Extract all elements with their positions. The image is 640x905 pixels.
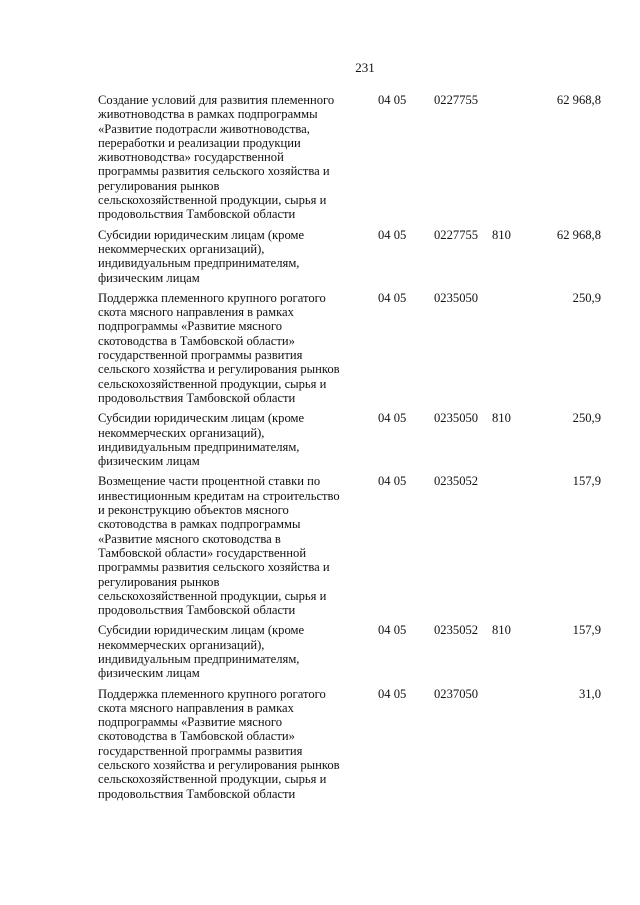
row-section-code: 04 05 <box>378 686 407 701</box>
table-row <box>98 228 608 285</box>
row-section-code: 04 05 <box>378 411 407 426</box>
row-amount: 31,0 <box>578 686 601 701</box>
row-section-code: 04 05 <box>378 93 407 107</box>
row-section-code: 04 05 <box>378 623 407 638</box>
row-amount: 157,9 <box>572 623 601 638</box>
row-amount: 250,9 <box>572 411 601 426</box>
table-row <box>98 474 608 617</box>
row-section-code: 04 05 <box>378 227 407 242</box>
row-target-code: 0235052 <box>434 474 479 489</box>
row-target-code: 0237050 <box>434 686 479 701</box>
row-expense-type: 810 <box>492 411 511 426</box>
table-row <box>98 687 608 801</box>
row-section-code: 04 05 <box>378 290 407 305</box>
budget-table <box>98 93 608 807</box>
table-row <box>98 623 608 680</box>
row-amount: 250,9 <box>572 290 601 305</box>
row-description: Субсидии юридическим лицам (кроме некоммерческих организаций), индивидуальным предпринимателям, физическим лицам <box>98 623 305 681</box>
row-description: Субсидии юридическим лицам (кроме некоммерческих организаций), индивидуальным предпринимателям, физическим лицам <box>98 411 305 469</box>
page-number: 231 <box>355 60 375 75</box>
table-row <box>98 93 608 222</box>
row-target-code: 0227755 <box>434 93 479 107</box>
row-amount: 157,9 <box>572 474 601 489</box>
row-expense-type: 810 <box>492 623 511 638</box>
row-section-code: 04 05 <box>378 474 407 489</box>
row-amount: 62 968,8 <box>556 227 601 242</box>
row-description: Создание условий для развития племенного животноводства в рамках подпрограммы «Развитие подотрасли животноводства, переработки и реализации продукции животноводства» государственной программы развития сельского хозяйства и регулирования рынков сельскохозяйственной продукции, сырья и продовольствия Тамбовской области <box>98 93 335 222</box>
row-description: Поддержка племенного крупного рогатого скота мясного направления в рамках подпрограммы «Развитие мясного скотоводства в Тамбовской области» государственной программы развития сельского хозяйства и регулирования рынков сельскохозяйственной продукции, сырья и продовольствия Тамбовской области <box>98 290 340 405</box>
row-target-code: 0235050 <box>434 411 479 426</box>
row-description: Поддержка племенного крупного рогатого скота мясного направления в рамках подпрограммы «Развитие мясного скотоводства в Тамбовской области» государственной программы развития сельского хозяйства и регулирования рынков сельскохозяйственной продукции, сырья и продовольствия Тамбовской области <box>98 686 340 801</box>
table-row <box>98 411 608 468</box>
row-expense-type: 810 <box>492 227 511 242</box>
row-target-code: 0235052 <box>434 623 479 638</box>
row-amount: 62 968,8 <box>556 93 601 107</box>
row-description: Возмещение части процентной ставки по инвестиционным кредитам на строительство и реконструкцию объектов мясного скотоводства в рамках подпрограммы «Развитие мясного скотоводства в Тамбовской области» государственной программы развития сельского хозяйства и регулирования рынков сельскохозяйственной продукции, сырья и продовольствия Тамбовской области <box>98 474 340 618</box>
row-description: Субсидии юридическим лицам (кроме некоммерческих организаций), индивидуальным предпринимателям, физическим лицам <box>98 227 305 285</box>
row-target-code: 0227755 <box>434 227 479 242</box>
table-row <box>98 291 608 405</box>
row-target-code: 0235050 <box>434 290 479 305</box>
